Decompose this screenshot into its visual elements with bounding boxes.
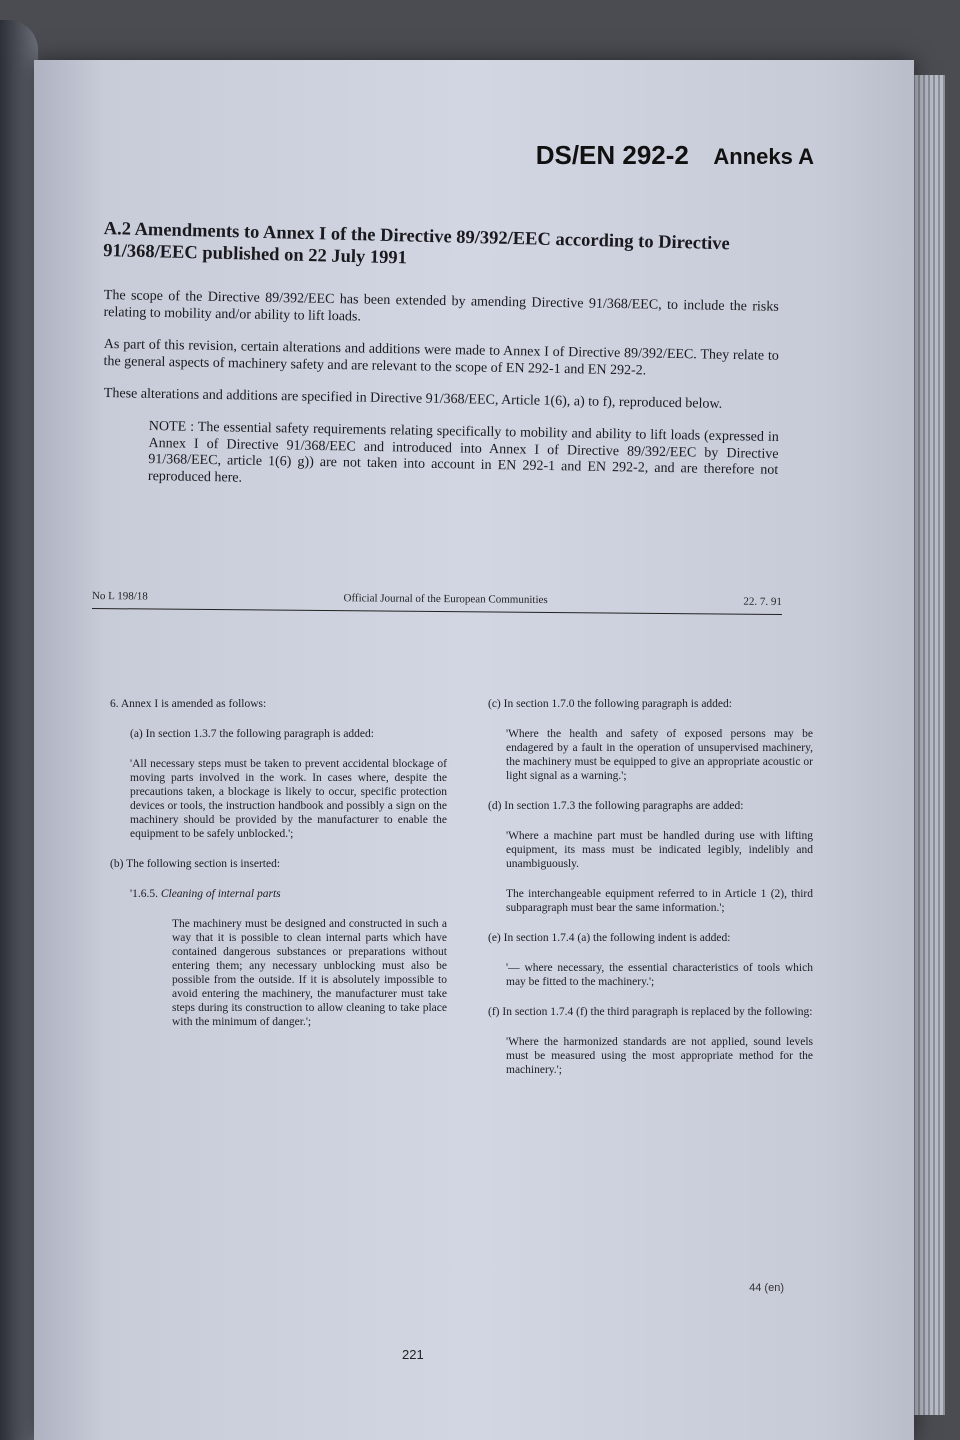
item-b-number: '1.6.5. <box>130 888 158 900</box>
item-b-heading: (b) The following section is inserted: <box>110 858 281 870</box>
paragraph-scope: The scope of the Directive 89/392/EEC has been extended by amending Directive 91/368/EEC, to include the risks relating to mobility and/or ability to lift loads. <box>103 288 779 324</box>
item-a-text: 'All necessary steps must be taken to prevent accidental blockage of moving parts involved in the work. In cases where, despite the precautions taken, a blockage is likely to occur, specific protection devices or tools, the instruction handbook and possibly a sign on the machinery should be provided by the manufacturer to enable the equipment to be safely unblocked.'; <box>130 758 447 840</box>
journal-ref: No L 198/18 <box>91 590 148 603</box>
page-number: 221 <box>402 1347 424 1362</box>
journal-header <box>92 590 782 608</box>
item-c-heading: (c) In section 1.7.0 the following paragraph is added: <box>488 698 732 710</box>
amendment-intro: 6. Annex I is amended as follows: <box>110 698 267 710</box>
document-page <box>34 60 914 1440</box>
journal-divider <box>92 608 782 615</box>
journal-date: 22. 7. 91 <box>743 595 783 609</box>
item-f-heading: (f) In section 1.7.4 (f) the third paragraph is replaced by the following: <box>488 1006 813 1018</box>
section-a2 <box>104 218 779 501</box>
annex-label: Anneks A <box>713 144 814 169</box>
item-e-text: '— where necessary, the essential characteristics of tools which may be fitted to the machinery.'; <box>506 962 813 988</box>
item-d-heading: (d) In section 1.7.3 the following paragraphs are added: <box>488 800 744 812</box>
paragraph-specified: These alterations and additions are specified in Directive 91/368/EEC, Article 1(6), a) to f), reproduced below. <box>103 386 723 412</box>
note-paragraph: NOTE : The essential safety requirements relating specifically to mobility and ability to lift loads (expressed in Annex I of Directive 91/368/EEC and introduced into Annex I of Directive 89/392/EEC by Directive 91/368/EEC, article 1(6) g)) are not taken into account in EN 292-1 and EN 292-2, and are therefore not reproduced here. <box>147 418 779 485</box>
standard-number: DS/EN 292-2 <box>535 140 689 170</box>
left-column <box>92 697 447 1045</box>
journal-title: Official Journal of the European Communities <box>343 592 548 606</box>
previous-page-edge <box>0 20 38 1440</box>
paragraph-revision: As part of this revision, certain alterations and additions were made to Annex I of Directive 89/392/EEC. They relate to the general aspects of machinery safety and are relevant to the scope of EN 292-1 and EN 292-2. <box>103 337 779 378</box>
page-header <box>536 140 814 171</box>
section-title: A.2 Amendments to Annex I of the Directive 89/392/EEC according to Directive 91/368/EEC published on 22 July 1991 <box>102 218 730 269</box>
item-b-text: The machinery must be designed and constructed in such a way that it is possible to clean internal parts which have contained dangerous substances or preparations without entering them; any necessary unblocking must also be possible from the outside. If it is absolutely impossible to avoid entering the machinery, the manufacturer must take steps during its construction to allow cleaning to take place with the minimum of danger.'; <box>172 918 447 1028</box>
item-b-title: Cleaning of internal parts <box>160 888 281 900</box>
footer-code: 44 (en) <box>749 1282 784 1294</box>
item-b-subheading <box>130 887 447 901</box>
item-d-text-1: 'Where a machine part must be handled during use with lifting equipment, its mass must be indicated legibly, indelibly and unambiguously. <box>506 830 813 870</box>
item-d-text-2: The interchangeable equipment referred to in Article 1 (2), third subparagraph must bear the same information.'; <box>506 888 813 914</box>
item-e-heading: (e) In section 1.7.4 (a) the following indent is added: <box>488 932 731 944</box>
item-f-text: 'Where the harmonized standards are not applied, sound levels must be measured using the most appropriate method for the machinery.'; <box>506 1036 813 1076</box>
item-a-heading: (a) In section 1.3.7 the following paragraph is added: <box>130 728 374 740</box>
right-column <box>488 697 813 1093</box>
item-c-text: 'Where the health and safety of exposed persons may be endagered by a fault in the operation of unsupervised machinery, the machinery must be equipped to give an appropriate acoustic or light signal as a warning.'; <box>506 728 813 782</box>
